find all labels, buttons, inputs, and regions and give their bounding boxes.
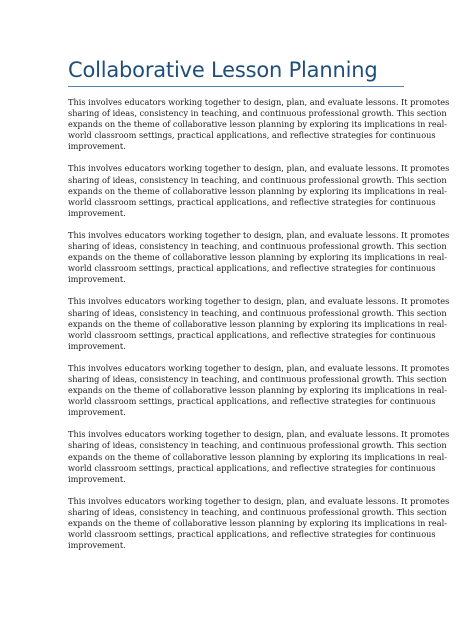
text-line: sharing of ideas, consistency in teaching, and continuous professional growth. This section	[68, 241, 447, 252]
text-line: sharing of ideas, consistency in teaching, and continuous professional growth. This section	[68, 174, 447, 185]
text-line: sharing of ideas, consistency in teaching, and continuous professional growth. This section	[68, 506, 447, 517]
body-paragraph	[68, 429, 450, 484]
text-line: expands on the theme of collaborative lesson planning by exploring its implications in real-	[68, 385, 448, 396]
text-line: sharing of ideas, consistency in teaching, and continuous professional growth. This section	[68, 373, 447, 384]
text-line: sharing of ideas, consistency in teaching, and continuous professional growth. This section	[68, 307, 447, 318]
text-line: improvement.	[68, 407, 126, 418]
text-line: improvement.	[68, 540, 126, 551]
text-line: world classroom settings, practical applications, and reflective strategies for continuous	[68, 130, 436, 141]
text-line: expands on the theme of collaborative lesson planning by exploring its implications in real-	[68, 518, 448, 528]
text-line: improvement.	[68, 141, 126, 152]
text-line: This involves educators working together to design, plan, and evaluate lessons. It promotes	[68, 163, 450, 174]
text-line: sharing of ideas, consistency in teaching, and continuous professional growth. This section	[68, 108, 447, 119]
text-line: world classroom settings, practical applications, and reflective strategies for continuous	[68, 462, 436, 473]
text-line: world classroom settings, practical applications, and reflective strategies for continuous	[68, 263, 436, 274]
text-line: This involves educators working together to design, plan, and evaluate lessons. It promotes	[68, 97, 450, 107]
title-underline	[68, 86, 404, 87]
text-line: This involves educators working together to design, plan, and evaluate lessons. It promotes	[68, 229, 450, 240]
text-line: expands on the theme of collaborative lesson planning by exploring its implications in real-	[68, 185, 448, 196]
body-paragraph	[68, 163, 450, 218]
text-line: expands on the theme of collaborative lesson planning by exploring its implications in real-	[68, 451, 448, 462]
body-paragraph	[68, 229, 450, 285]
text-line: expands on the theme of collaborative lesson planning by exploring its implications in real-	[68, 318, 448, 329]
body-paragraph	[68, 362, 450, 418]
text-line: world classroom settings, practical applications, and reflective strategies for continuous	[68, 196, 436, 207]
text-line: expands on the theme of collaborative lesson planning by exploring its implications in real-	[68, 119, 448, 130]
text-line: improvement.	[68, 274, 126, 285]
text-line: improvement.	[68, 340, 126, 351]
text-line: This involves educators working together to design, plan, and evaluate lessons. It promotes	[68, 296, 450, 307]
text-line: expands on the theme of collaborative lesson planning by exploring its implications in real-	[68, 252, 448, 263]
text-line: world classroom settings, practical applications, and reflective strategies for continuous	[68, 329, 436, 340]
body-paragraph	[68, 97, 450, 152]
text-line: This involves educators working together to design, plan, and evaluate lessons. It promotes	[68, 362, 450, 373]
text-line: improvement.	[68, 207, 126, 218]
document-body	[68, 97, 450, 562]
page-title: Collaborative Lesson Planning	[68, 58, 378, 82]
text-line: This involves educators working together to design, plan, and evaluate lessons. It promotes	[68, 429, 450, 440]
text-line: sharing of ideas, consistency in teaching, and continuous professional growth. This section	[68, 440, 447, 451]
text-line: world classroom settings, practical applications, and reflective strategies for continuous	[68, 529, 436, 540]
text-line: improvement.	[68, 473, 126, 484]
text-line: world classroom settings, practical applications, and reflective strategies for continuous	[68, 396, 436, 407]
text-line: This involves educators working together to design, plan, and evaluate lessons. It promotes	[68, 495, 450, 506]
body-paragraph	[68, 296, 450, 351]
body-paragraph	[68, 495, 450, 551]
